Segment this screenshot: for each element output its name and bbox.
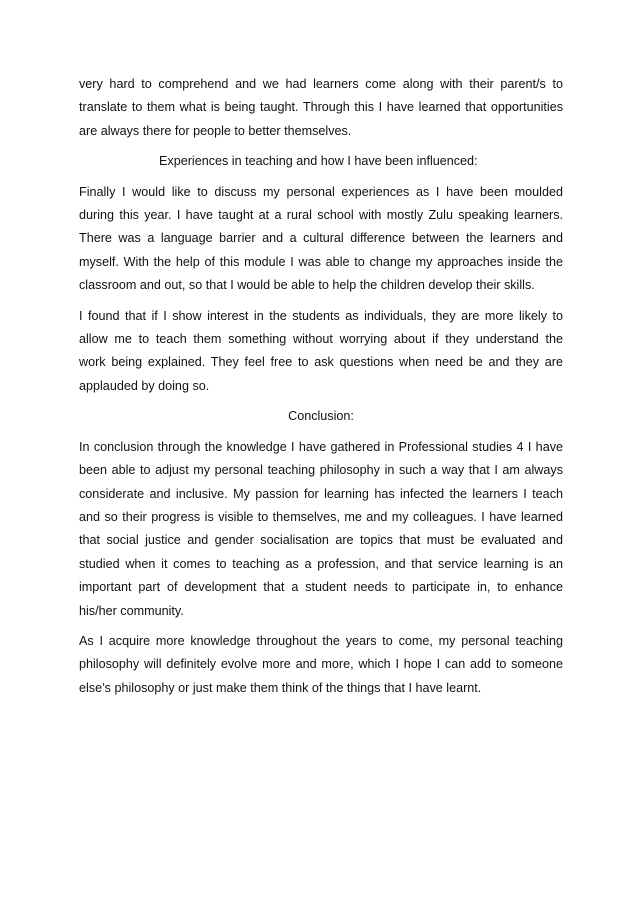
text-line: applauded by doing so. xyxy=(79,378,210,393)
paragraph-conclusion xyxy=(79,436,563,623)
text-line: during this year. I have taught at a rural school with mostly Zulu speaking learners. xyxy=(79,208,563,223)
text-line: work being explained. They feel free to ask questions when need be and they are xyxy=(79,355,563,370)
text-line: myself. With the help of this module I was able to change my approaches inside the xyxy=(79,254,563,269)
text-line: else’s philosophy or just make them think of the things that I have learnt. xyxy=(79,680,482,695)
text-line: been able to adjust my personal teaching philosophy in such a way that I am always xyxy=(79,463,563,478)
text-line: classroom and out, so that I would be able to help the children develop their skills. xyxy=(79,278,535,293)
text-line: his/her community. xyxy=(79,603,184,618)
text-line: are always there for people to better themselves. xyxy=(79,123,352,138)
text-line: considerate and inclusive. My passion for learning has infected the learners I teach xyxy=(79,486,563,501)
text-line: As I acquire more knowledge throughout the years to come, my personal teaching xyxy=(79,633,563,648)
text-line: In conclusion through the knowledge I have gathered in Professional studies 4 I have xyxy=(79,439,563,454)
text-line: I found that if I show interest in the students as individuals, they are more likely to xyxy=(79,308,563,323)
text-line: There was a language barrier and a cultural difference between the learners and xyxy=(79,231,563,246)
paragraph-personal-experiences xyxy=(79,181,563,298)
text-line: important part of development that a student needs to participate in, to enhance xyxy=(79,580,563,595)
text-line: studied when it comes to teaching as a profession, and that service learning is an xyxy=(79,556,563,571)
paragraph-opportunities xyxy=(79,73,563,143)
text-line: Finally I would like to discuss my personal experiences as I have been moulded xyxy=(79,184,563,199)
text-line: very hard to comprehend and we had learners come along with their parent/s to xyxy=(79,77,563,91)
text-line: allow me to teach them something without worrying about if they understand the xyxy=(79,332,563,347)
document-body xyxy=(79,73,563,707)
text-line: and so their progress is visible to themselves, me and my colleagues. I have learned xyxy=(79,509,563,524)
text-line: that social justice and gender socialisation are topics that must be evaluated and xyxy=(79,533,563,548)
paragraph-student-interest xyxy=(79,305,563,399)
heading-experiences: Experiences in teaching and how I have been influenced: xyxy=(159,154,478,169)
text-line: philosophy will definitely evolve more and more, which I hope I can add to someone xyxy=(79,657,563,672)
heading-conclusion: Conclusion: xyxy=(288,409,354,424)
paragraph-future-knowledge xyxy=(79,630,563,700)
text-line: translate to them what is being taught. Through this I have learned that opportunities xyxy=(79,100,563,115)
